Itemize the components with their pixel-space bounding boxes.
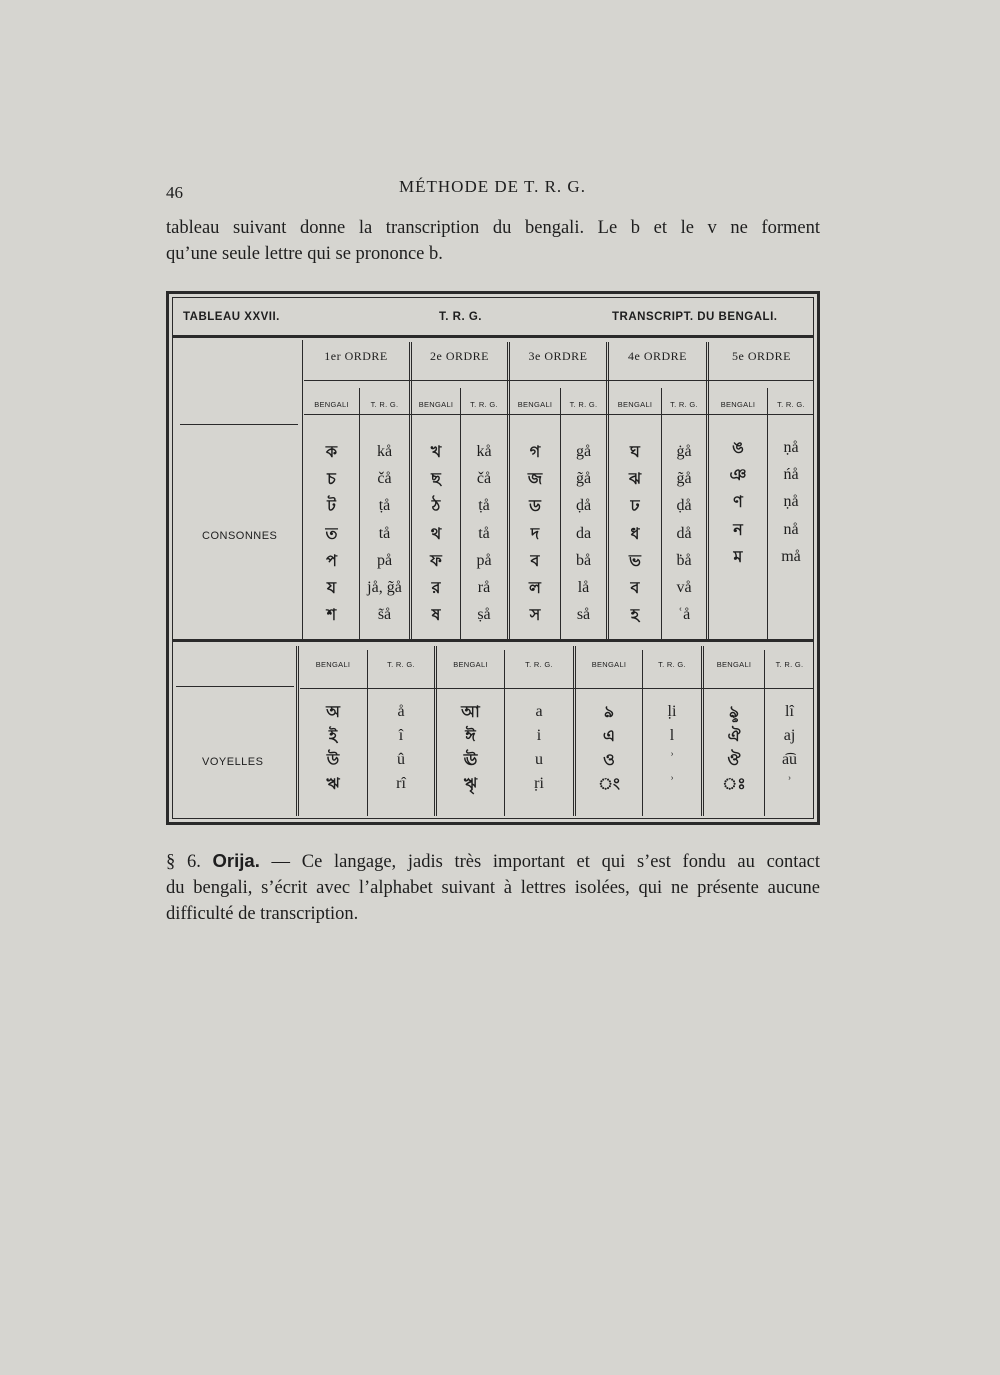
- bengali-letter: য: [326, 577, 337, 597]
- order-1-header: 1er ORDRE: [324, 349, 388, 363]
- subheader-trg: T. R. G.: [670, 400, 698, 409]
- trg-value: å: [397, 703, 405, 720]
- order-3-header: 3e ORDRE: [528, 349, 588, 363]
- bengali-letter: ম: [733, 546, 743, 566]
- bengali-letter: ট: [327, 496, 336, 516]
- bengali-letter: ড: [529, 496, 541, 516]
- trg-value: tå: [378, 524, 391, 542]
- order-3-bengali-column: [510, 438, 560, 628]
- trg-value: rî: [396, 775, 406, 792]
- orders-rule: [304, 380, 814, 381]
- section-6-line-1: [166, 848, 820, 875]
- bengali-letter: ক: [325, 442, 338, 461]
- bengali-letter: ভ: [629, 550, 641, 570]
- bengali-letter: খ: [430, 442, 442, 461]
- bengali-letter: অ: [326, 702, 340, 721]
- trg-value: så: [576, 606, 591, 624]
- bengali-letter: ন: [733, 519, 743, 539]
- bengali-letter: ফ: [430, 550, 442, 570]
- subheader-trg: T. R. G.: [370, 400, 399, 409]
- trg-value: čå: [476, 470, 492, 488]
- vowel-group-4-bengali: [704, 700, 764, 796]
- bengali-letter: প: [326, 550, 337, 570]
- trg-value: vå: [676, 578, 692, 596]
- trg-value: s̃å: [377, 606, 392, 624]
- bengali-letter: থ: [430, 523, 442, 543]
- trg-value: lå: [577, 578, 590, 596]
- vowel-group-2-trg: [505, 700, 573, 796]
- vowel-subheader-rule: [300, 688, 814, 689]
- subheader-bengali: BENGALI: [453, 660, 488, 669]
- trg-value: på: [376, 551, 393, 569]
- subheader-bengali: BENGALI: [591, 660, 627, 669]
- section-6-line-1-text: — Ce langage, jadis très important et qui s’est fondu au contact: [259, 852, 820, 872]
- bengali-letter: উ: [326, 750, 340, 769]
- bengali-letter: ই: [328, 726, 338, 745]
- order-2-header: 2e ORDRE: [430, 349, 489, 363]
- trg-value: bå: [575, 551, 592, 569]
- order-1-bengali-column: [304, 438, 359, 628]
- bengali-letter: দ: [530, 523, 540, 543]
- trg-value: ʾ: [669, 775, 675, 792]
- bengali-letter: ব: [530, 550, 540, 570]
- bengali-letter: ঃ: [722, 774, 746, 793]
- bengali-letter: ঙ: [732, 438, 744, 457]
- order-3-trg-column: [561, 438, 606, 628]
- subheader-bengali: BENGALI: [314, 400, 349, 409]
- section-6-paragraph: [166, 848, 820, 927]
- bengali-letter: ত: [325, 523, 338, 543]
- vowel-group-divider-3: [701, 646, 702, 816]
- bengali-letter: ণ: [733, 492, 743, 512]
- order-divider-4: [706, 342, 707, 639]
- subheader-trg: T. R. G.: [470, 400, 498, 409]
- bengali-letter: ং: [598, 774, 620, 793]
- bengali-letter: ঠ: [431, 496, 441, 516]
- trg-value: î: [398, 727, 404, 744]
- trg-value: l: [669, 727, 675, 744]
- order-1-trg-column: [360, 438, 409, 628]
- vowel-group-divider-2: [573, 646, 574, 816]
- bengali-letter: জ: [527, 469, 543, 489]
- bengali-letter: আ: [461, 702, 480, 721]
- bengali-letter: ঐ: [727, 726, 741, 745]
- trg-value: û: [397, 751, 405, 768]
- vowels-label: VOYELLES: [202, 756, 264, 768]
- trg-value: kå: [476, 443, 492, 460]
- bengali-letter: ঝ: [628, 469, 642, 489]
- trg-value: ḷi: [667, 703, 677, 720]
- subheader-bengali: BENGALI: [716, 660, 752, 669]
- subheader-trg: T. R. G.: [777, 400, 805, 409]
- subheader-bengali: BENGALI: [720, 400, 756, 409]
- bengali-letter: ঊ: [463, 750, 478, 769]
- trg-value: må: [781, 547, 801, 565]
- vowel-group-divider-1: [434, 646, 435, 816]
- section-6-line-3: difficulté de transcription.: [166, 904, 359, 924]
- intro-line-2: qu’une seule lettre qui se prononce b.: [166, 244, 443, 264]
- bengali-letter: ঈ: [465, 726, 476, 745]
- order-5-header: 5e ORDRE: [732, 349, 791, 363]
- subheader-trg: T. R. G.: [569, 400, 598, 409]
- trg-value: ṛi: [534, 775, 544, 792]
- bengali-letter: হ: [630, 605, 640, 625]
- bengali-letter: ঘ: [630, 442, 640, 461]
- subheader-bengali: BENGALI: [418, 400, 454, 409]
- trg-value: ġå: [676, 443, 692, 460]
- trg-value: ṇå: [783, 493, 799, 511]
- bengali-letter: চ: [327, 469, 336, 489]
- trg-value: ńå: [783, 466, 799, 484]
- trg-value: g̃å: [676, 470, 692, 488]
- order-5-bengali-column: [709, 434, 767, 570]
- subheader-trg: T. R. G.: [775, 660, 804, 669]
- trg-value: g̃å: [575, 470, 592, 488]
- trg-value: nå: [783, 520, 799, 538]
- trg-value: jå, g̃å: [367, 578, 402, 596]
- order-5-trg-column: [768, 434, 814, 570]
- table-subtitle: TRANSCRIPT. DU BENGALI.: [612, 311, 778, 323]
- order-2-trg-column: [461, 438, 507, 628]
- trg-value: på: [476, 551, 492, 569]
- intro-line-1: tableau suivant donne la transcription du bengali. Le b et le v ne forment: [166, 218, 820, 238]
- trg-value: ṣå: [477, 606, 491, 624]
- bengali-letter: ৡ: [729, 702, 739, 721]
- subheader-trg: T. R. G.: [387, 660, 415, 669]
- bengali-letter: স: [529, 605, 541, 625]
- trg-value: u: [535, 751, 543, 768]
- trg-value: rå: [477, 578, 491, 596]
- vowel-group-4-trg: [765, 700, 814, 796]
- running-title: MÉTHODE DE T. R. G.: [399, 177, 586, 196]
- bengali-letter: ৠ: [463, 774, 478, 793]
- label-rule-consonants: [180, 424, 298, 425]
- order-2-bengali-column: [412, 438, 460, 628]
- vowel-group-1-trg: [368, 700, 434, 796]
- table-system: T. R. G.: [439, 311, 482, 323]
- trg-value: čå: [377, 470, 392, 488]
- order-divider-1: [409, 342, 410, 639]
- order-4-header: 4e ORDRE: [628, 349, 687, 363]
- order-divider-2: [507, 342, 508, 639]
- trg-value: a͡u: [781, 751, 798, 768]
- section-number: § 6.: [166, 852, 201, 872]
- section-title: Orija.: [212, 850, 260, 871]
- bengali-letter: র: [431, 577, 441, 597]
- trg-value: da: [575, 524, 592, 542]
- intro-paragraph: [166, 215, 820, 267]
- bengali-letter: শ: [326, 605, 337, 625]
- bengali-letter: ঌ: [604, 702, 614, 721]
- title-rule: [172, 335, 814, 338]
- vowel-group-2-bengali: [437, 700, 504, 796]
- trg-value: a: [535, 703, 543, 720]
- bengali-letter: ছ: [431, 469, 441, 489]
- bengali-letter: ঔ: [727, 750, 741, 769]
- trg-value: ṇå: [783, 439, 799, 456]
- trg-value: tå: [478, 524, 490, 542]
- order-4-trg-column: [662, 438, 706, 628]
- trg-value: lî: [785, 703, 794, 720]
- label-rule-vowels: [176, 686, 294, 687]
- trg-value: då: [676, 524, 692, 542]
- bengali-letter: এ: [602, 726, 616, 745]
- bengali-letter: ঞ: [729, 465, 747, 485]
- trg-value: i: [536, 727, 542, 744]
- label-divider-consonants: [302, 340, 303, 639]
- trg-value: ṭå: [378, 497, 391, 515]
- trg-value: gå: [575, 443, 592, 460]
- subheader-bengali: BENGALI: [617, 400, 653, 409]
- vowel-group-1-bengali: [299, 700, 367, 796]
- bengali-letter: ঢ: [630, 496, 640, 516]
- trg-value: ʿå: [677, 606, 691, 624]
- subheader-bengali: BENGALI: [315, 660, 351, 669]
- bengali-letter: ল: [529, 577, 541, 597]
- vowel-group-3-trg: [643, 700, 701, 796]
- trg-value: ʾ: [786, 775, 793, 792]
- bengali-letter: ও: [603, 750, 615, 769]
- trg-value: ʾ: [669, 751, 675, 768]
- table-title: TABLEAU XXVII.: [183, 311, 280, 323]
- page-number: 46: [166, 183, 183, 202]
- trg-value: ḍå: [575, 497, 592, 515]
- consonants-label: CONSONNES: [202, 530, 278, 542]
- subheader-rule: [304, 414, 814, 415]
- bengali-letter: ষ: [431, 605, 441, 625]
- subheader-bengali: BENGALI: [517, 400, 553, 409]
- bengali-letter: ব: [630, 577, 640, 597]
- trg-value: kå: [376, 443, 393, 460]
- order-divider-3: [606, 342, 607, 639]
- order-4-bengali-column: [609, 438, 661, 628]
- trg-value: ḃå: [676, 551, 692, 569]
- bengali-letter: ঋ: [326, 774, 340, 793]
- label-divider-vowels: [296, 646, 297, 816]
- bengali-letter: ধ: [630, 523, 640, 543]
- trg-value: ṭå: [478, 497, 490, 515]
- section-6-line-2: du bengali, s’écrit avec l’alphabet suivant à lettres isolées, qui ne présente aucune: [166, 878, 820, 898]
- subheader-trg: T. R. G.: [658, 660, 686, 669]
- trg-value: ḍå: [676, 497, 692, 515]
- trg-value: aj: [783, 727, 796, 744]
- vowel-group-3-bengali: [576, 700, 642, 796]
- bengali-letter: গ: [529, 442, 541, 461]
- subheader-trg: T. R. G.: [525, 660, 553, 669]
- section-divider: [172, 639, 814, 642]
